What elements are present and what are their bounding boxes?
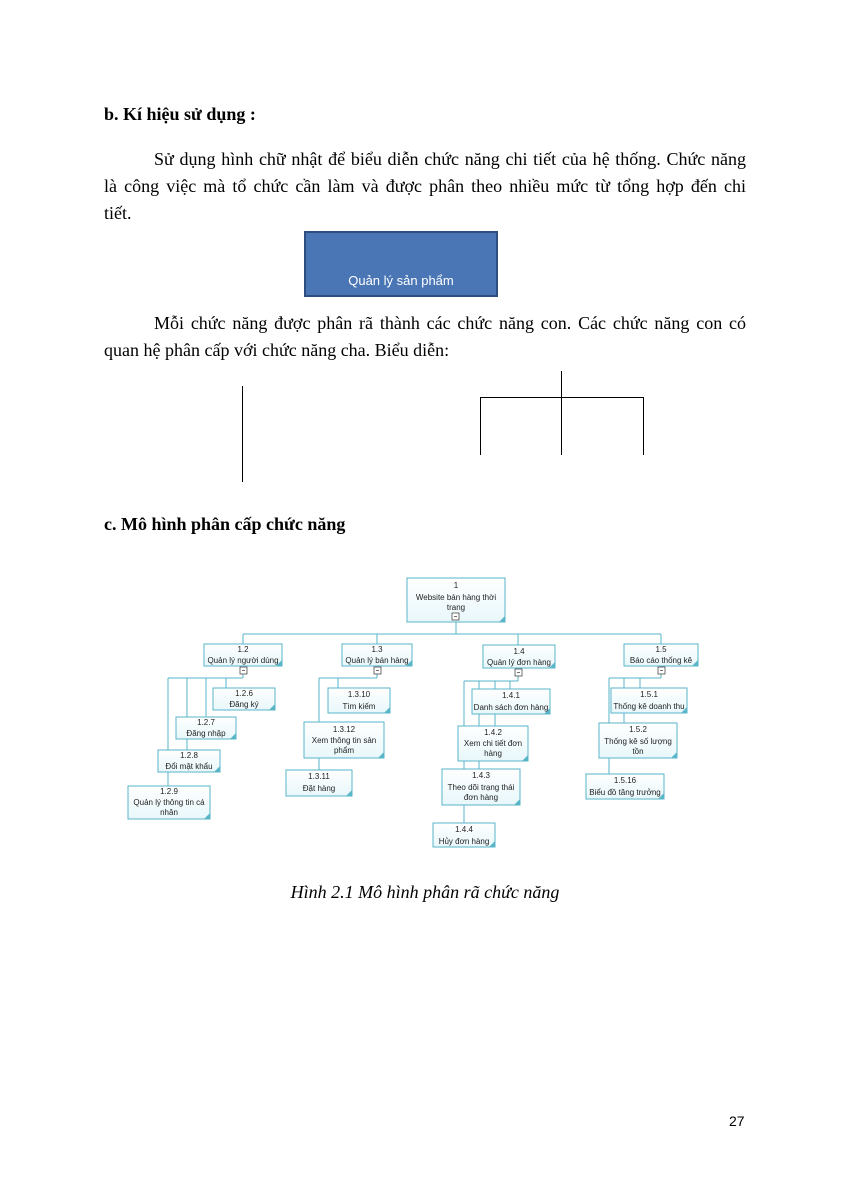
node-1-3-10-id: 1.3.10	[347, 690, 371, 699]
node-1-2-9-id: 1.2.9	[160, 787, 178, 796]
paragraph-1-line-3: tiết.	[104, 203, 132, 223]
node-1-4-2-id: 1.4.2	[484, 728, 502, 737]
node-1-4-4	[433, 823, 495, 847]
node-1-5-1-id: 1.5.1	[640, 690, 658, 699]
section-b-heading: b. Kí hiệu sử dụng :	[104, 104, 256, 124]
node-1-3-12-label: Xem thông tin sản	[311, 736, 377, 745]
node-1-4-4-label: Hủy đơn hàng	[438, 837, 490, 846]
node-1-3-12-label-2: phẩm	[333, 746, 355, 755]
node-1-5-1	[611, 688, 687, 713]
node-1	[407, 578, 505, 622]
node-1-label: Website bán hàng thời	[415, 593, 497, 602]
paragraph-2-line-2: quan hệ phân cấp với chức năng cha. Biểu diễn:	[104, 340, 450, 360]
paragraph-1-line-2: là công việc mà tổ chức cần làm và được phân theo nhiều mức từ tổng hợp đến chi	[104, 176, 746, 196]
node-1-2-8-id: 1.2.8	[180, 751, 198, 760]
section-c-heading: c. Mô hình phân cấp chức năng	[104, 514, 346, 534]
node-1-2-9-label-2: nhân	[160, 808, 178, 817]
node-1-2-7-label: Đăng nhập	[186, 729, 226, 738]
node-1-4-4-id: 1.4.4	[455, 825, 473, 834]
node-1-label-2: trang	[446, 603, 466, 612]
node-1-2-9	[128, 786, 210, 819]
node-1-4-2-label-2: hàng	[484, 749, 502, 758]
node-1-4-1-label: Danh sách đơn hàng	[473, 703, 549, 712]
node-1-4-3-label: Theo dõi trạng thái	[447, 783, 515, 792]
node-1-5-16	[586, 774, 664, 799]
paragraph-1-line-1: Sử dụng hình chữ nhật để biểu diễn chức năng chi tiết của hệ thống. Chức năng	[154, 149, 746, 169]
node-1-4	[483, 645, 555, 676]
node-1-2-7-id: 1.2.7	[197, 718, 215, 727]
node-1-5-2-label: Thống kê số lượng	[604, 737, 672, 746]
node-1-2-6	[213, 688, 275, 710]
node-1-4-3-label-2: đơn hàng	[463, 793, 499, 802]
node-1-4-label: Quản lý đơn hàng	[487, 658, 551, 667]
node-1-2-id: 1.2	[237, 645, 249, 654]
node-1-3-label: Quản lý bán hàng	[345, 656, 409, 665]
node-1-5-2-label-2: tồn	[632, 747, 644, 756]
node-1-4-2	[458, 726, 528, 761]
node-1-2-6-label: Đăng ký	[229, 700, 259, 709]
node-1-2-7	[176, 717, 236, 739]
node-1-2-label: Quản lý người dùng	[207, 656, 279, 665]
node-1-5-id: 1.5	[655, 645, 667, 654]
node-1-3-10-label: Tìm kiếm	[342, 702, 376, 711]
node-1-3-11	[286, 770, 352, 796]
node-1-5-2-id: 1.5.2	[629, 725, 647, 734]
node-1-4-3	[442, 769, 520, 805]
node-1-id: 1	[453, 581, 459, 590]
node-1-4-1-id: 1.4.1	[502, 691, 520, 700]
node-1-2-6-id: 1.2.6	[235, 689, 253, 698]
node-1-5-label: Báo cáo thống kê	[629, 656, 693, 665]
node-1-4-3-id: 1.4.3	[472, 771, 490, 780]
node-1-3	[342, 644, 412, 674]
node-1-3-12-id: 1.3.12	[332, 725, 356, 734]
sample-function-label: Quản lý sản phẩm	[348, 273, 454, 288]
node-1-5-2	[599, 723, 677, 758]
node-1-2-8	[158, 750, 220, 772]
node-1-3-12	[304, 722, 384, 758]
node-1-4-id: 1.4	[513, 647, 525, 656]
node-1-3-11-id: 1.3.11	[308, 772, 330, 781]
page-number: 27	[729, 1113, 745, 1129]
figure-caption: Hình 2.1 Mô hình phân rã chức năng	[290, 882, 560, 902]
node-1-5-16-id: 1.5.16	[613, 776, 637, 785]
node-1-3-11-label: Đặt hàng	[302, 784, 336, 793]
node-1-5-16-label: Biểu đồ tăng trưởng	[589, 788, 661, 797]
node-1-2-9-label: Quản lý thông tin cá	[133, 798, 205, 807]
paragraph-2-line-1: Mỗi chức năng được phân rã thành các chức năng con. Các chức năng con có	[154, 313, 746, 333]
node-1-3-10	[328, 688, 390, 713]
node-1-4-2-label: Xem chi tiết đơn	[463, 739, 523, 748]
node-1-2	[204, 644, 282, 674]
node-1-4-1	[472, 689, 550, 714]
node-1-2-8-label: Đổi mật khẩu	[165, 762, 213, 771]
node-1-5-1-label: Thống kê doanh thu	[613, 702, 685, 711]
node-1-5	[624, 644, 698, 674]
node-1-3-id: 1.3	[371, 645, 383, 654]
